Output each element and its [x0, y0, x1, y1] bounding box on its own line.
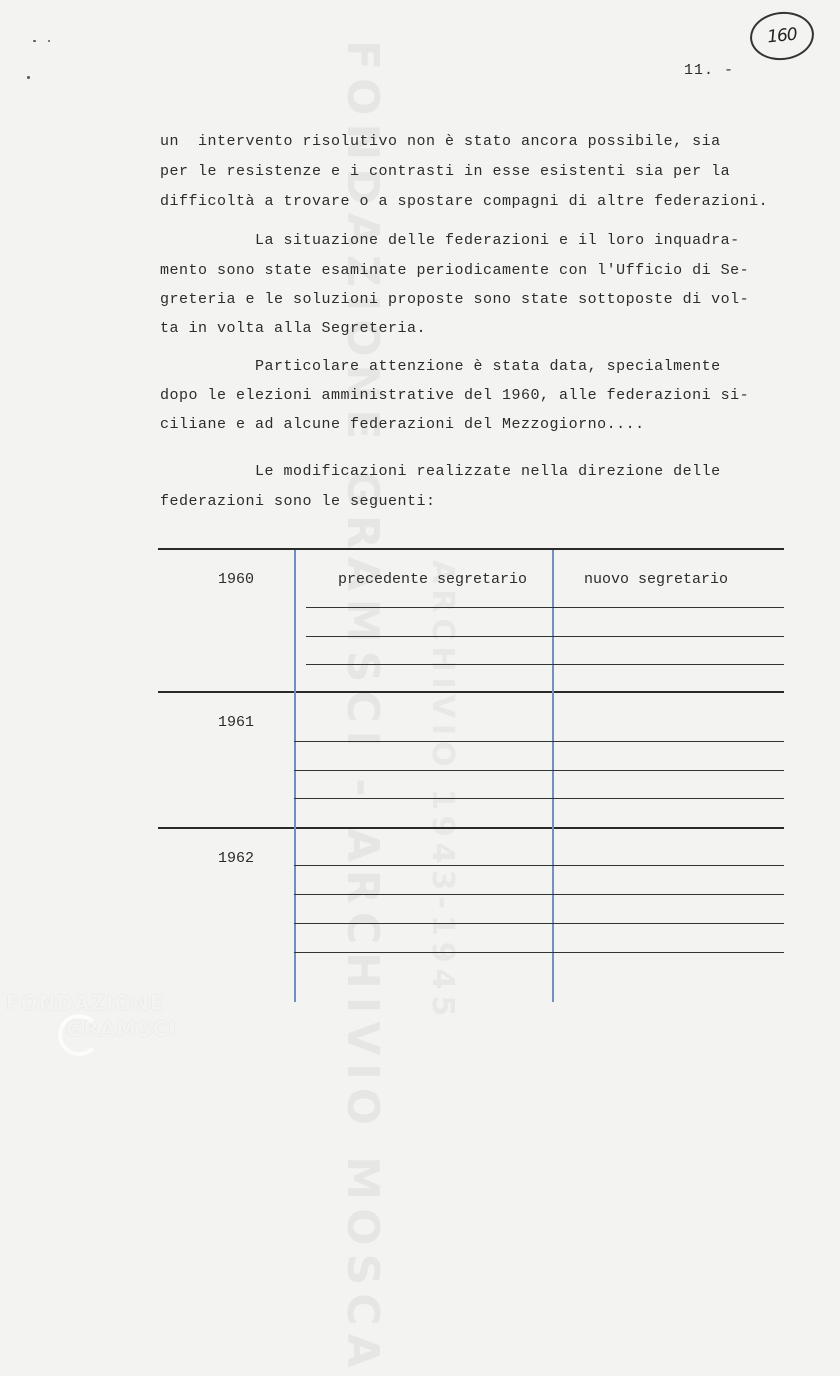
- text-line: mento sono state esaminate periodicamente con l'Ufficio di Se-: [160, 262, 750, 279]
- text-line: Le modificazioni realizzate nella direzione delle: [160, 463, 721, 480]
- table-rule-top: [158, 548, 784, 550]
- table-entry-line: [294, 923, 784, 924]
- logo-line-1: FONDAZIONE: [6, 991, 165, 1015]
- text-line: La situazione delle federazioni e il loro inquadra-: [160, 232, 740, 249]
- table-entry-line: [294, 798, 784, 799]
- table-column-divider-left: [294, 550, 296, 1002]
- table-entry-line: [306, 664, 784, 665]
- table-year-label: 1960: [218, 571, 255, 588]
- text-line: ta in volta alla Segreteria.: [160, 320, 427, 337]
- text-line: dopo le elezioni amministrative del 1960, alle federazioni si-: [160, 387, 750, 404]
- table-entry-line: [294, 952, 784, 953]
- page-number: 11. -: [684, 62, 735, 79]
- table-entry-line: [294, 865, 784, 866]
- table-entry-line: [294, 894, 784, 895]
- scan-speck: [48, 40, 50, 42]
- text-line: difficoltà a trovare o a spostare compagni di altre federazioni.: [160, 193, 769, 210]
- table-year-label: 1962: [218, 850, 255, 867]
- table-rule-1961: [158, 691, 784, 693]
- table-column-divider-middle: [552, 550, 554, 1002]
- table-entry-line: [306, 636, 784, 637]
- table-entry-line: [294, 770, 784, 771]
- archive-number: 160: [766, 24, 798, 48]
- archive-stamp-number: [748, 9, 817, 63]
- column-header-previous-secretary: precedente segretario: [338, 571, 528, 588]
- text-line: per le resistenze e i contrasti in esse esistenti sia per la: [160, 163, 731, 180]
- scan-speck: [33, 40, 36, 42]
- column-header-new-secretary: nuovo segretario: [584, 571, 729, 588]
- logo-g-mark-icon: [58, 1014, 100, 1056]
- text-line: Particolare attenzione è stata data, specialmente: [160, 358, 721, 375]
- table-entry-line: [294, 741, 784, 742]
- table-entry-line: [306, 607, 784, 608]
- table-year-label: 1961: [218, 714, 255, 731]
- text-line: ciliane e ad alcune federazioni del Mezzogiorno....: [160, 416, 645, 433]
- text-line: greteria e le soluzioni proposte sono state sottoposte di vol-: [160, 291, 750, 308]
- archive-watermark: FONDAZIONE GRAMSCI - ARCHIVIO MOSCA: [337, 40, 388, 1376]
- logo-line-2: GRAMSCI: [66, 1017, 177, 1041]
- foundation-logo-watermark: [6, 990, 216, 1060]
- table-rule-1962: [158, 827, 784, 829]
- scan-speck: [27, 76, 30, 79]
- archive-watermark-secondary: ARCHIVIO 1943-1945: [425, 560, 460, 1023]
- text-line: un intervento risolutivo non è stato ancora possibile, sia: [160, 133, 721, 150]
- text-line: federazioni sono le seguenti:: [160, 493, 436, 510]
